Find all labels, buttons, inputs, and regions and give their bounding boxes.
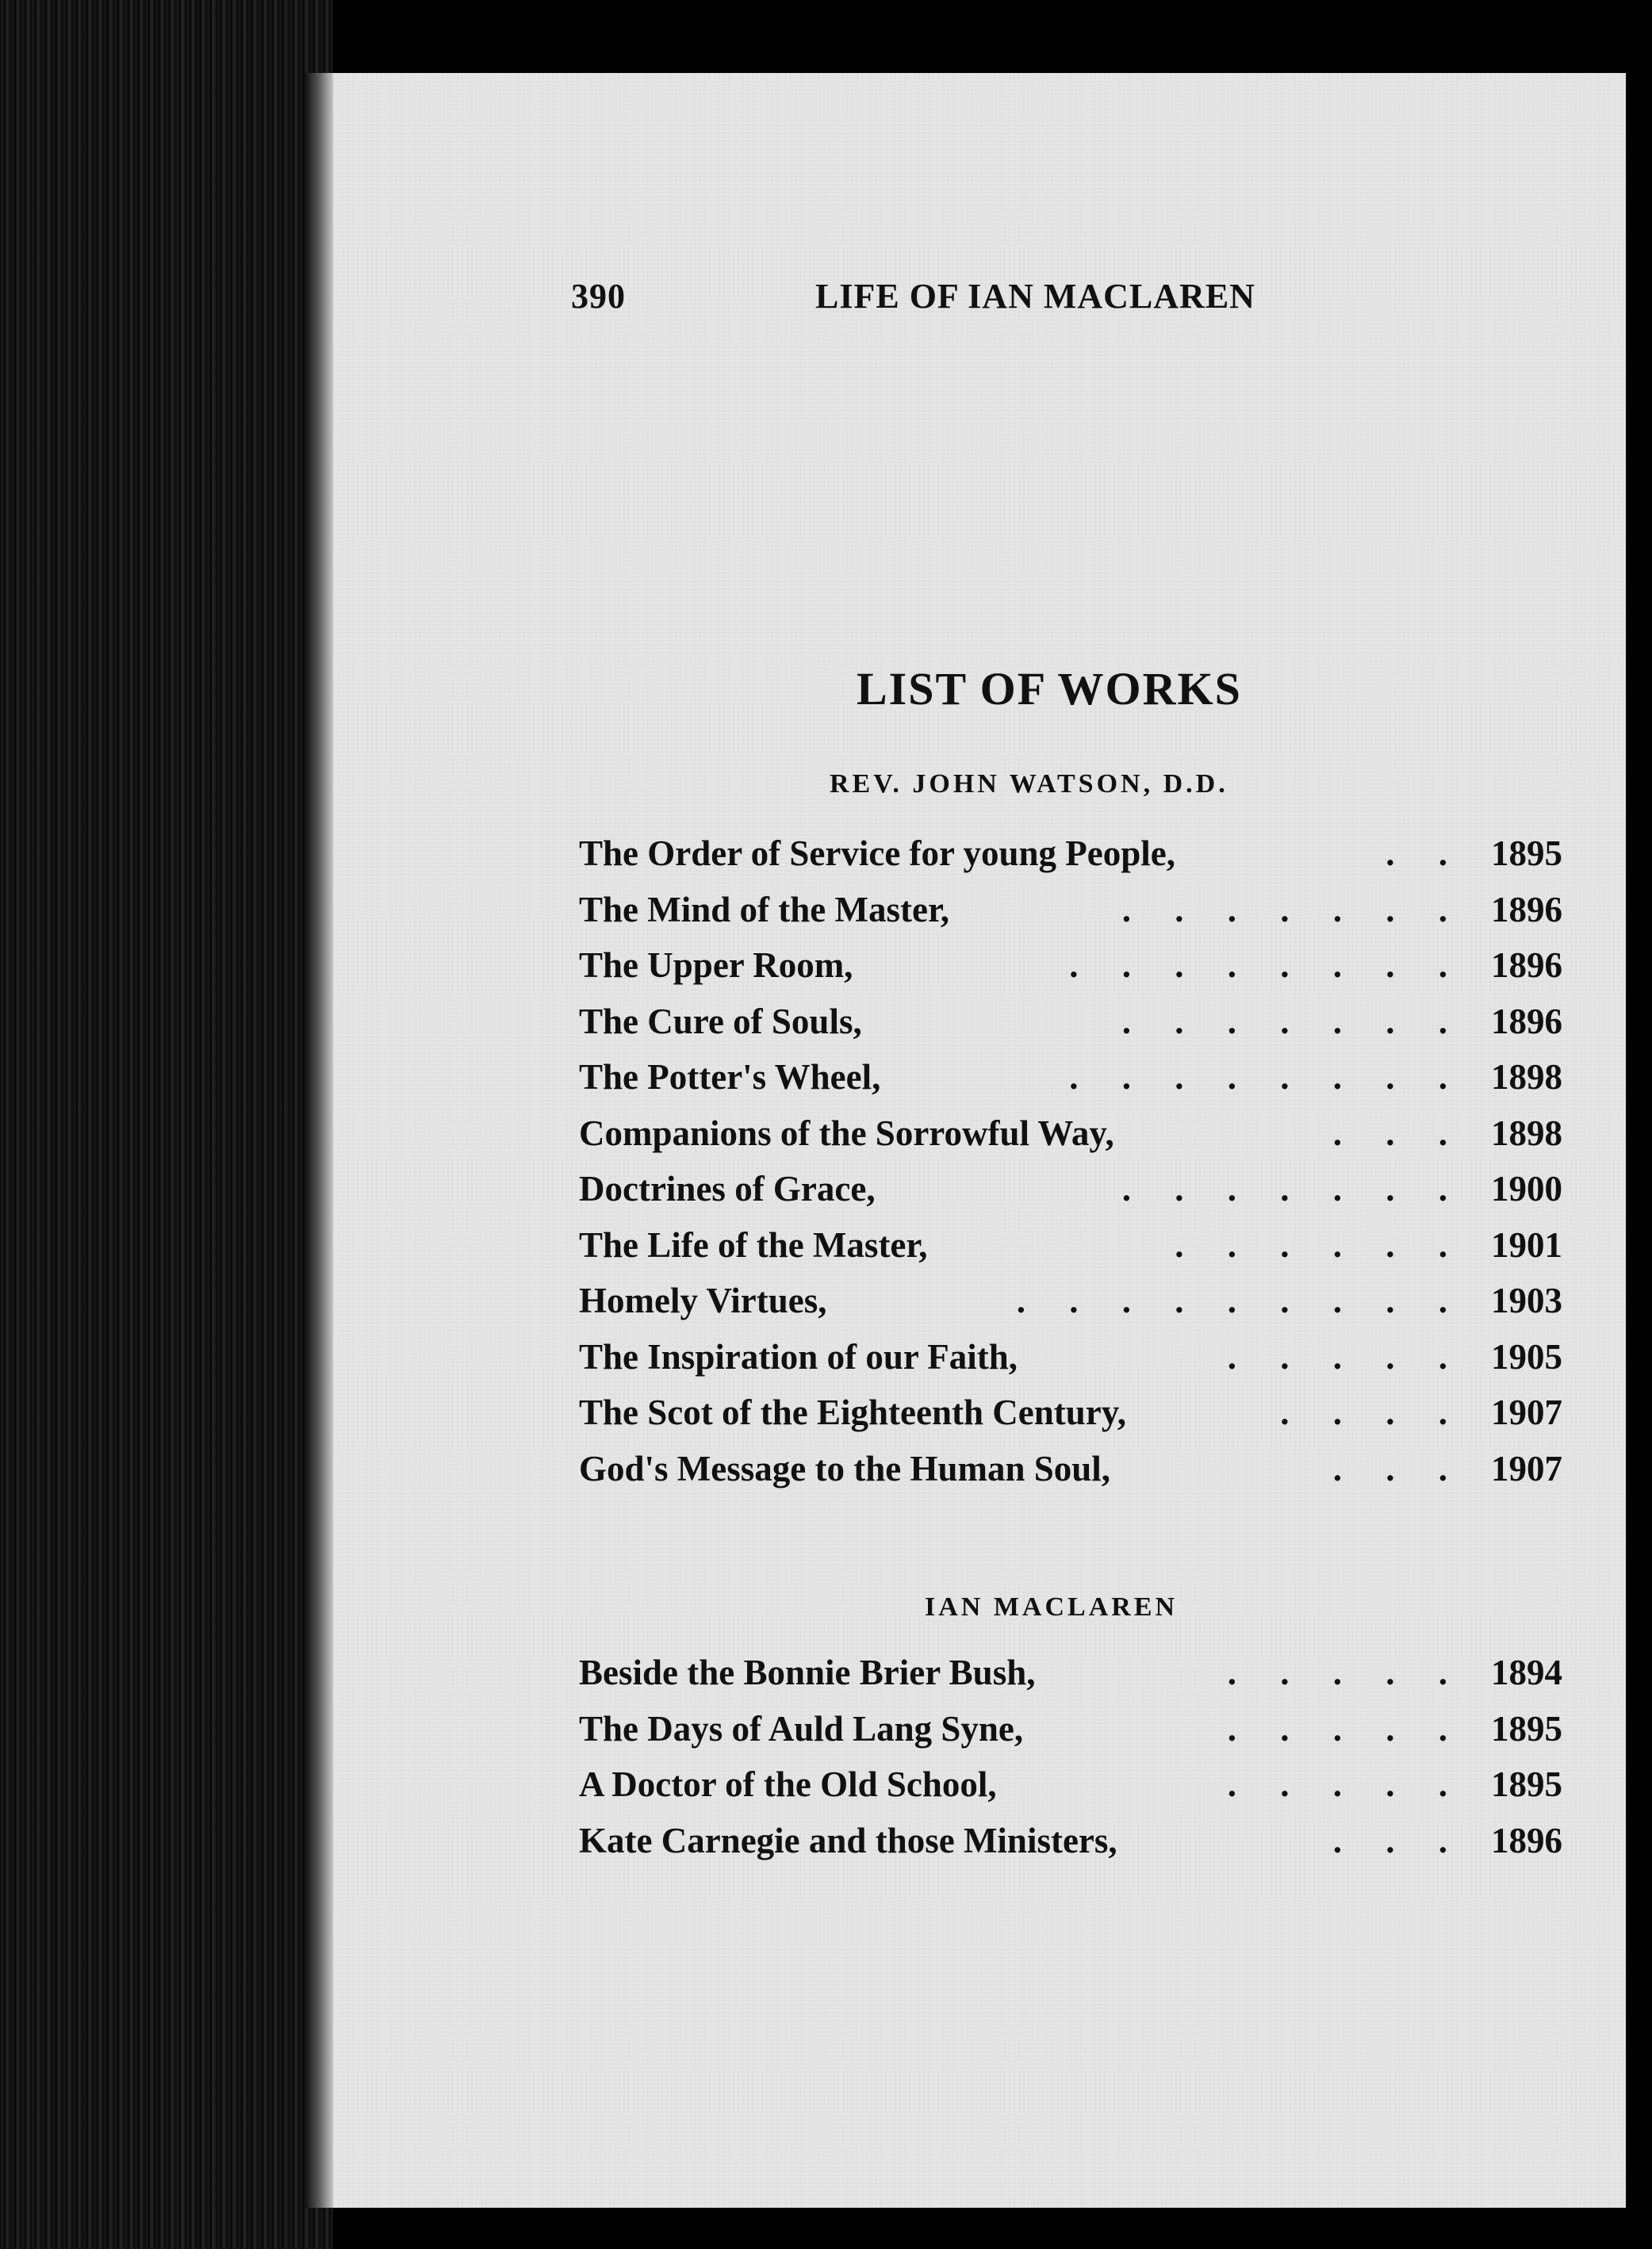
list-item <box>579 1448 1562 1504</box>
works-list-watson <box>579 833 1562 1504</box>
book-spine <box>0 0 333 2249</box>
work-year: 1900 <box>1491 1169 1562 1209</box>
work-year: 1907 <box>1491 1393 1562 1432</box>
list-item <box>579 1652 1562 1708</box>
leader-dots: . . . <box>1332 1113 1447 1153</box>
work-title: God's Message to the Human Soul, <box>579 1448 1111 1488</box>
running-head <box>571 276 1332 324</box>
work-title: The Life of the Master, <box>579 1224 928 1265</box>
work-year: 1907 <box>1491 1448 1562 1488</box>
work-year: 1896 <box>1491 1001 1562 1041</box>
page-number: 390 <box>571 277 626 316</box>
leader-dots: . . . . . . . . <box>1069 1057 1447 1097</box>
leader-dots: . . . . . . <box>1175 1224 1447 1265</box>
work-title: Companions of the Sorrowful Way, <box>579 1113 1114 1153</box>
leader-dots: . . . . <box>1280 1393 1447 1432</box>
work-year: 1896 <box>1491 1820 1562 1860</box>
leader-dots: . . . . . <box>1227 1764 1447 1804</box>
work-title: Beside the Bonnie Brier Bush, <box>579 1653 1036 1692</box>
leader-dots: . . . . . . . . . <box>1016 1281 1447 1320</box>
book-title: LIFE OF IAN MACLAREN <box>815 277 1255 316</box>
leader-dots: . . . . . <box>1227 1336 1447 1377</box>
leader-dots: . . . <box>1332 1448 1447 1488</box>
work-title: The Potter's Wheel, <box>579 1057 881 1097</box>
list-item <box>579 889 1562 945</box>
work-year: 1894 <box>1491 1653 1562 1692</box>
work-title: Kate Carnegie and those Ministers, <box>579 1820 1117 1860</box>
list-item <box>579 1001 1562 1057</box>
work-year: 1905 <box>1491 1336 1562 1377</box>
work-year: 1898 <box>1491 1057 1562 1097</box>
list-item <box>579 1168 1562 1224</box>
work-title: The Mind of the Master, <box>579 889 950 929</box>
work-year: 1895 <box>1491 1708 1562 1749</box>
list-item <box>579 833 1562 889</box>
work-title: The Cure of Souls, <box>579 1001 862 1041</box>
works-list-maclaren <box>579 1652 1562 1875</box>
work-year: 1903 <box>1491 1281 1562 1320</box>
work-title: The Scot of the Eighteenth Century, <box>579 1393 1126 1432</box>
work-year: 1898 <box>1491 1113 1562 1153</box>
list-item <box>579 1113 1562 1169</box>
leader-dots: . . . . . . . . <box>1069 945 1447 985</box>
work-title: The Days of Auld Lang Syne, <box>579 1708 1024 1749</box>
work-title: Doctrines of Grace, <box>579 1169 876 1209</box>
work-title: The Inspiration of our Faith, <box>579 1336 1018 1377</box>
page-gutter-edge <box>305 73 337 2208</box>
list-item <box>579 944 1562 1001</box>
leader-dots: . . . . . . . <box>1121 1001 1447 1041</box>
list-item <box>579 1224 1562 1281</box>
list-item <box>579 1280 1562 1336</box>
list-item <box>579 1056 1562 1113</box>
list-item <box>579 1392 1562 1448</box>
work-year: 1896 <box>1491 945 1562 985</box>
leader-dots: . . . . . <box>1227 1708 1447 1749</box>
work-title: Homely Virtues, <box>579 1281 827 1320</box>
leader-dots: . . . . . . . <box>1121 1169 1447 1209</box>
work-title: A Doctor of the Old School, <box>579 1764 997 1804</box>
leader-dots: . . . . . . . <box>1121 889 1447 929</box>
leader-dots: . . . . . <box>1227 1653 1447 1692</box>
leader-dots: . . <box>1386 833 1447 873</box>
work-title: The Order of Service for young People, <box>579 833 1175 873</box>
list-item <box>579 1708 1562 1764</box>
section-heading-maclaren: IAN MACLAREN <box>925 1592 1179 1622</box>
work-year: 1895 <box>1491 833 1562 873</box>
list-title: LIST OF WORKS <box>857 663 1242 715</box>
list-item <box>579 1764 1562 1820</box>
leader-dots: . . . <box>1332 1820 1447 1860</box>
list-item <box>579 1820 1562 1876</box>
work-year: 1895 <box>1491 1764 1562 1804</box>
section-heading-watson: REV. JOHN WATSON, D.D. <box>830 769 1228 799</box>
work-year: 1896 <box>1491 889 1562 929</box>
work-title: The Upper Room, <box>579 945 853 985</box>
list-item <box>579 1336 1562 1393</box>
work-year: 1901 <box>1491 1224 1562 1265</box>
